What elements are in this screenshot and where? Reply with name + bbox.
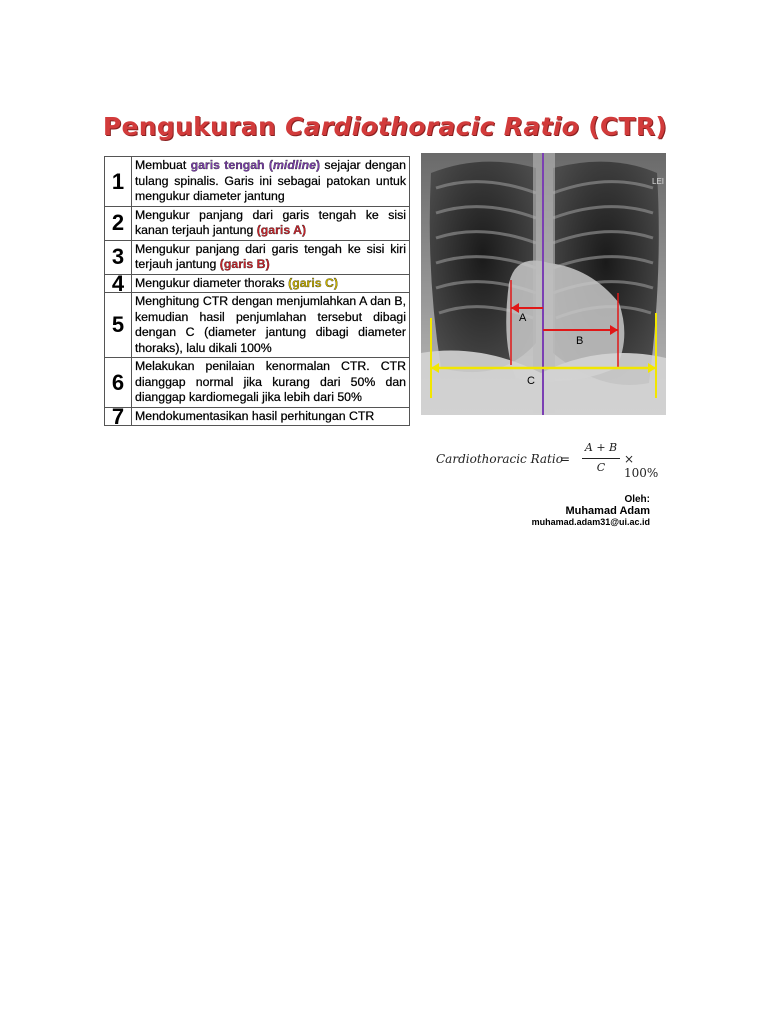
label-c: C	[527, 375, 535, 387]
step-text-segment: garis tengah	[190, 158, 265, 172]
step-number: 5	[105, 293, 132, 358]
step-row	[105, 358, 410, 408]
label-b: B	[576, 335, 584, 347]
step-number: 4	[105, 274, 132, 293]
step-row	[105, 293, 410, 358]
author-block	[470, 494, 650, 527]
step-text	[132, 206, 410, 240]
step-text-segment: (garis C)	[288, 275, 338, 290]
formula-equals: =	[560, 452, 571, 466]
step-text-segment: Menghitung CTR dengan menjumlahkan A dan B, kemudian hasil penjumlahan tersebut dibagi dengan C (diameter jantung dibagi diameter thoraks), lalu dikali 100%	[135, 294, 406, 355]
formula-lhs: Cardiothoracic Ratio	[436, 452, 563, 466]
step-number: 1	[105, 157, 132, 207]
formula-fraction-bar	[582, 458, 620, 459]
step-text-segment: (garis A)	[256, 223, 307, 237]
title-part-2: Cardiothoracic Ratio	[285, 112, 580, 141]
step-text	[132, 293, 410, 358]
step-number: 2	[105, 206, 132, 240]
step-text-segment: midline	[272, 158, 317, 172]
step-text-segment: Mengukur panjang dari garis tengah ke sisi kiri terjauh jantung	[135, 241, 406, 271]
ctr-formula	[436, 441, 662, 480]
step-row	[105, 274, 410, 293]
author-name: Muhamad Adam	[565, 505, 650, 517]
step-row	[105, 407, 410, 426]
step-text	[132, 407, 410, 426]
step-number: 7	[105, 407, 132, 426]
step-row	[105, 157, 410, 207]
author-email: muhamad.adam31@ui.ac.id	[531, 517, 650, 527]
step-number: 6	[105, 358, 132, 408]
step-text-segment: sejajar dengan tulang spinalis. Garis ini sebagai patokan untuk mengukur diameter jantung	[135, 158, 406, 203]
chest-xray-illustration	[421, 153, 666, 415]
step-number: 3	[105, 240, 132, 274]
step-text-segment: (	[264, 158, 273, 172]
title-part-1: Pengukuran	[102, 112, 286, 141]
step-text-segment: Membuat	[135, 158, 191, 172]
step-text	[132, 240, 410, 274]
formula-denominator: C	[596, 461, 606, 474]
formula-rhs: × 100%	[624, 452, 659, 480]
label-a: A	[519, 312, 527, 324]
step-text-segment: Mendokumentasikan hasil perhitungan CTR	[135, 408, 375, 423]
step-row	[105, 206, 410, 240]
step-row	[105, 240, 410, 274]
marker-label: LEI	[652, 177, 665, 186]
step-text-segment: Mengukur panjang dari garis tengah ke sisi kanan terjauh jantung	[135, 207, 406, 237]
title-part-3: (CTR)	[579, 112, 668, 141]
author-label: Oleh:	[624, 494, 650, 505]
formula-numerator: A + B	[584, 441, 618, 454]
chest-xray-figure	[421, 153, 666, 415]
steps-table	[104, 156, 410, 429]
step-text	[132, 274, 410, 293]
page-title	[100, 112, 670, 141]
step-text-segment: Mengukur diameter thoraks	[135, 275, 289, 290]
step-text-segment: Melakukan penilaian kenormalan CTR. CTR dianggap normal jika kurang dari 50% dan dianggap kardiomegali jika lebih dari 50%	[135, 359, 406, 404]
step-text-segment: (garis B)	[219, 257, 270, 271]
step-text-segment: )	[316, 158, 321, 172]
step-text	[132, 358, 410, 408]
step-text	[132, 157, 410, 207]
